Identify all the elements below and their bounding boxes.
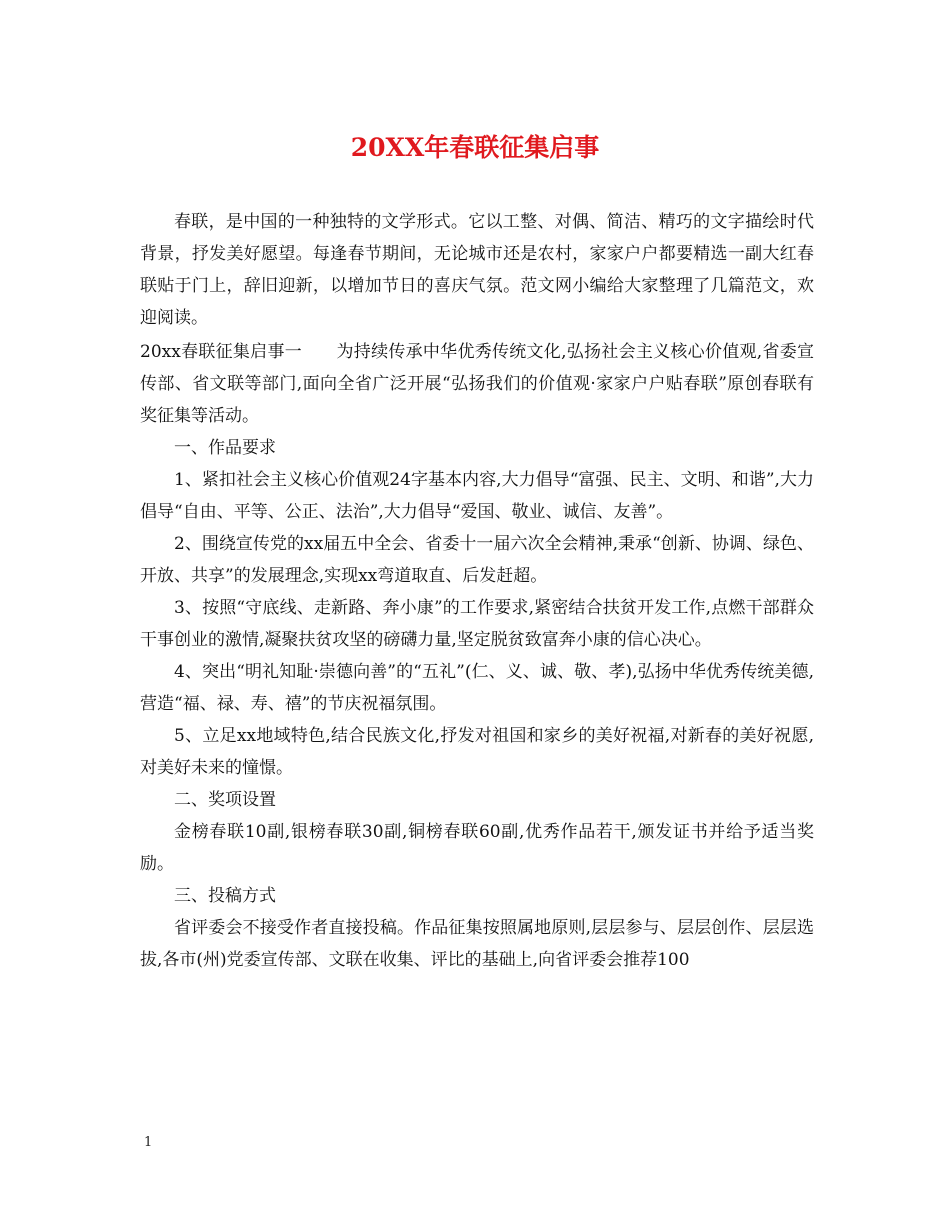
- page-number: 1: [144, 1135, 153, 1150]
- section-heading-submission: 三、投稿方式: [174, 886, 276, 906]
- requirement-item-5: 5、立足xx地域特色,结合民族文化,抒发对祖国和家乡的美好祝福,对新春的美好祝愿,对美好未来的憧憬。: [140, 726, 814, 778]
- requirement-item-2: 2、围绕宣传党的xx届五中全会、省委十一届六次全会精神,秉承“创新、协调、绿色、开放、共享”的发展理念,实现xx弯道取直、后发赶超。: [140, 534, 814, 586]
- notice-paragraph: 20xx春联征集启事一 为持续传承中华优秀传统文化,弘扬社会主义核心价值观,省委宣传部、省文联等部门,面向全省广泛开展“弘扬我们的价值观·家家户户贴春联”原创春联有奖征集等活动。: [140, 342, 814, 426]
- section-heading-requirements: 一、作品要求: [174, 438, 276, 458]
- awards-paragraph: 金榜春联10副,银榜春联30副,铜榜春联60副,优秀作品若干,颁发证书并给予适当奖励。: [140, 822, 814, 874]
- requirement-item-3: 3、按照“守底线、走新路、奔小康”的工作要求,紧密结合扶贫开发工作,点燃干部群众干事创业的激情,凝聚扶贫攻坚的磅礴力量,坚定脱贫致富奔小康的信心决心。: [140, 598, 814, 650]
- requirement-item-1: 1、紧扣社会主义核心价值观24字基本内容,大力倡导“富强、民主、文明、和谐”,大力倡导“自由、平等、公正、法治”,大力倡导“爱国、敬业、诚信、友善”。: [140, 470, 814, 522]
- document-body: [140, 206, 814, 976]
- document-title: 20XX年春联征集启事: [350, 133, 600, 162]
- submission-paragraph: 省评委会不接受作者直接投稿。作品征集按照属地原则,层层参与、层层创作、层层选拔,各市(州)党委宣传部、文联在收集、评比的基础上,向省评委会推荐100: [140, 918, 814, 970]
- section-heading-awards: 二、奖项设置: [174, 790, 276, 810]
- intro-paragraph: 春联，是中国的一种独特的文学形式。它以工整、对偶、简洁、精巧的文字描绘时代背景，抒发美好愿望。每逢春节期间，无论城市还是农村，家家户户都要精选一副大红春联贴于门上，辞旧迎新，以增加节日的喜庆气氛。范文网小编给大家整理了几篇范文，欢迎阅读。: [140, 212, 814, 328]
- requirement-item-4: 4、突出“明礼知耻·崇德向善”的“五礼”(仁、义、诚、敬、孝),弘扬中华优秀传统美德,营造“福、禄、寿、禧”的节庆祝福氛围。: [140, 662, 814, 714]
